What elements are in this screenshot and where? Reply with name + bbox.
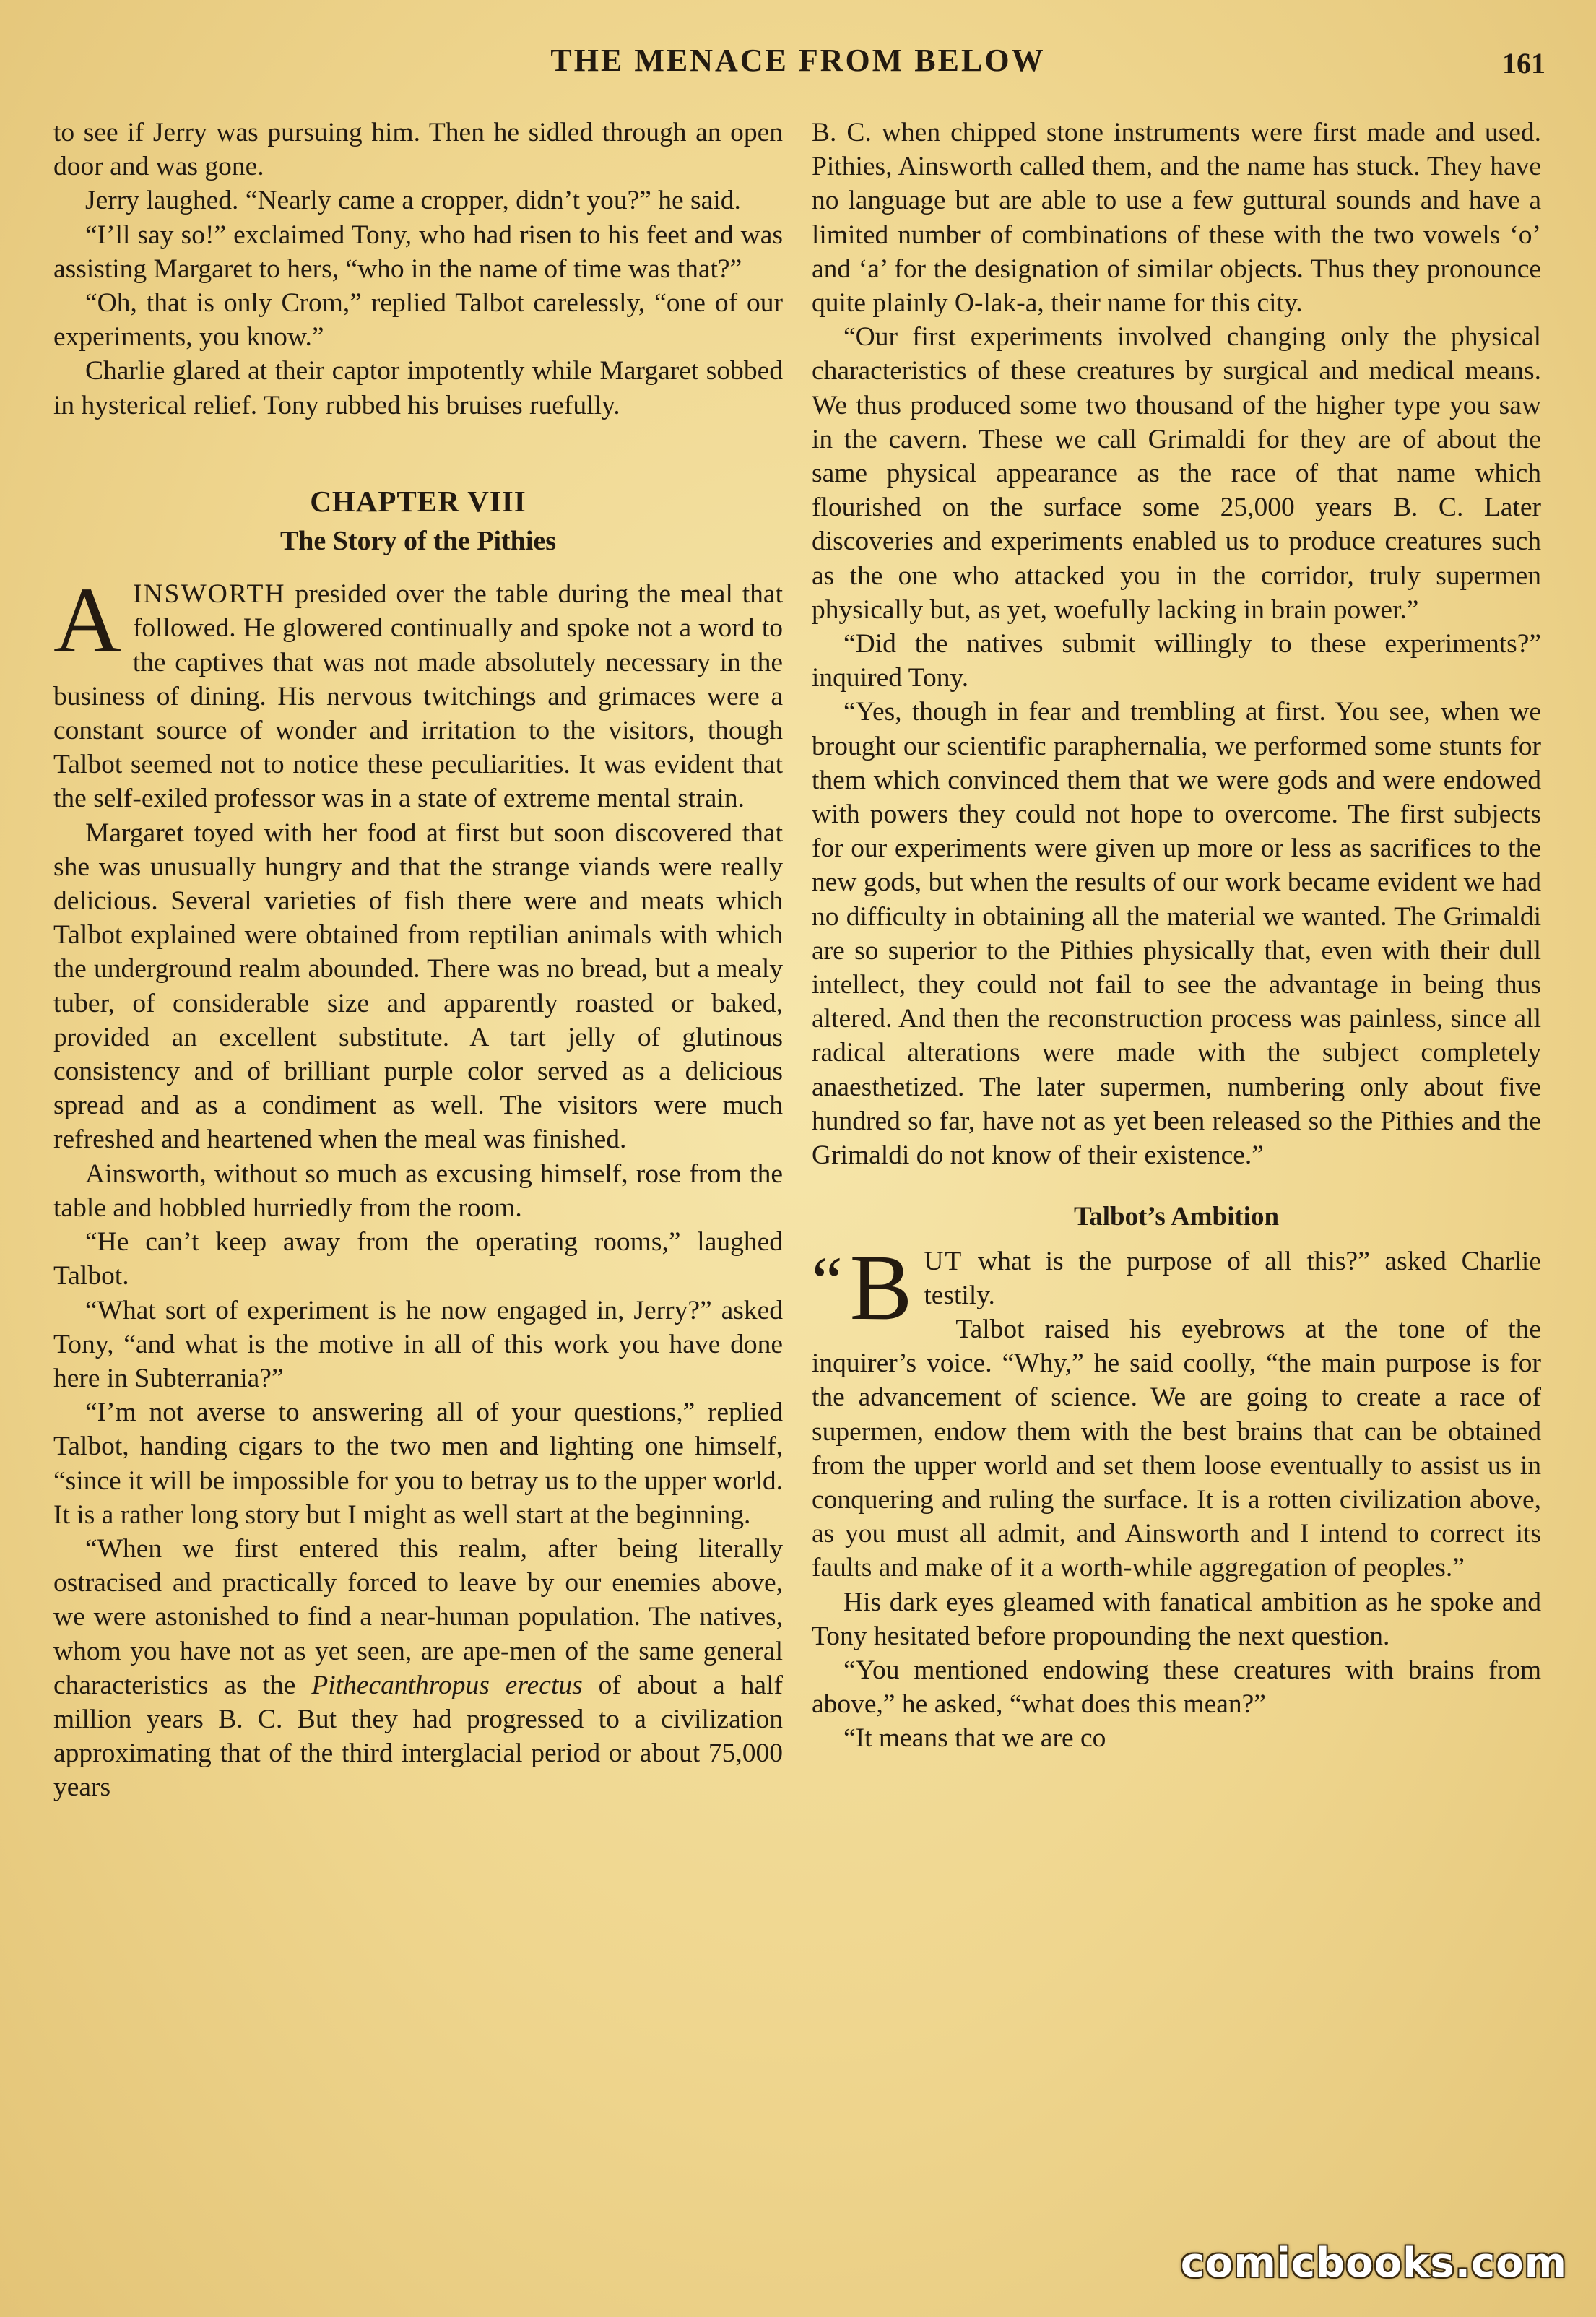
drop-cap: A — [53, 568, 121, 673]
italic-term: Pithecanthropus erectus — [311, 1670, 583, 1700]
paragraph: Margaret toyed with her food at first but soon discovered that she was unusually hungry and that the strange viands were really delicious. Several varieties of fish there were and meats which Talbot explained were obtained from reptilian animals with which the underground realm abounded. There was no bread, but a mealy tuber, of considerable size and apparently roasted or baked, provided an excellent substitute. A tart jelly of glutinous consistency and of brilliant purple color served as a delicious spread and as a condiment as well. The visitors were much refreshed and heartened when the meal was finished. — [53, 818, 783, 1155]
paragraph: “Our first experiments involved changing only the physical characteristics of these creatures by surgical and medical means. We thus produced some two thousand of the higher type you saw in the cavern. These we call Grimaldi for they are of about the same physical appearance as the race of that name which flourished on the surface some 25,000 years B. C. Later discoveries and experiments enabled us to produce creatures such as the one who attacked you in the corridor, truly supermen physically but, as yet, woefully lacking in brain power.” — [812, 322, 1541, 625]
paragraph: “I’m not averse to answering all of your questions,” replied Talbot, handing cigars to the two men and lighting one himself, “since it will be impossible for you to betray us to the upper world. It is a rather long story but I might as well start at the beginning. — [53, 1398, 783, 1530]
watermark-logo: comicbooks.com — [1180, 2240, 1567, 2287]
lead-word: INSWORTH — [132, 579, 286, 610]
paragraph: “Yes, though in fear and trembling at first. You see, when we brought our scientific paraphernalia, we performed some stunts for them which convinced them that we were gods and were endowed with powers they could not hope to overcome. The first subjects for our experiments were given up more or less as sacrifices to the new gods, but when the results of our work became evident we had no difficulty in obtaining all the material we wanted. The Grimaldi are so superior to the Pithies physically that, even with their dull intellect, they could not fail to see the advantage in being thus altered. And then the reconstruction process was painless, since all radical alterations were made with the subject completely anaesthetized. The later supermen, numbering only about five hundred so far, have not as yet been released so the Pithies and the Grimaldi do not know of their existence.” — [812, 697, 1541, 1171]
chapter-title: The Story of the Pithies — [279, 526, 557, 557]
paragraph: “What sort of experiment is he now engaged in, Jerry?” asked Tony, “and what is the motive in all of this work you have done here in Subterrania?” — [53, 1295, 783, 1393]
paragraph-text: “When we first entered this realm, after being literally ostracised and practically forced to leave by our enemies above, we were astonished to find a near-human population. The natives, whom you have not as yet seen, are ape-men of the same general characteristics as the — [53, 1533, 783, 1700]
paragraph: His dark eyes gleamed with fanatical ambition as he spoke and Tony hesitated before propounding the next question. — [812, 1587, 1541, 1651]
chapter-number: CHAPTER VIII — [310, 484, 526, 518]
paragraph — [53, 1532, 783, 1805]
running-head: THE MENACE FROM BELOW — [550, 43, 1046, 78]
paragraph: Ainsworth, without so much as excusing himself, rose from the table and hobbled hurriedly from the room. — [53, 1158, 783, 1223]
right-column — [812, 116, 1541, 1756]
paragraph: Talbot raised his eyebrows at the tone of the inquirer’s voice. “Why,” he said coolly, “the main purpose is for the advancement of science. We are going to create a race of supermen, endow them with the best brains that can be obtained from the upper world and set them loose eventually to assist us in conquering and ruling the surface. It is a rotten civilization above, as you must all admit, and Ainsworth and I intend to correct its faults and make of it a worth-while aggregation of peoples.” — [812, 1314, 1541, 1583]
paragraph: “Did the natives submit willingly to these experiments?” inquired Tony. — [812, 629, 1541, 693]
paragraph: Jerry laughed. “Nearly came a cropper, didn’t you?” he said. — [85, 186, 741, 216]
page-header — [0, 42, 1596, 92]
paragraph-text: what is the purpose of all this?” asked Charlie testily. — [924, 1246, 1541, 1310]
paragraph: Charlie glared at their captor impotently while Margaret sobbed in hysterical relief. Tony rubbed his bruises ruefully. — [53, 356, 783, 420]
paragraph-text: of about a half million years B. C. But they had progressed to a civilization approximating that of the third interglacial period or about 75,000 years — [53, 1670, 783, 1803]
lead-word: UT — [924, 1246, 963, 1276]
paragraph: “It means that we are co — [843, 1723, 1106, 1754]
drop-cap: B — [849, 1235, 913, 1340]
paragraph: “I’ll say so!” exclaimed Tony, who had risen to his feet and was assisting Margaret to hers, “who in the name of time was that?” — [53, 220, 783, 284]
drop-quote-mark: “ — [812, 1242, 843, 1320]
paragraph: to see if Jerry was pursuing him. Then he sidled through an open door and was gone. — [53, 118, 783, 182]
paragraph: B. C. when chipped stone instruments were first made and used. Pithies, Ainsworth called them, and the name has stuck. They have no language but are able to use a few guttural sounds and have a limited number of combinations of these with the two vowels ‘o’ and ‘a’ for the designation of similar objects. Thus they pronounce quite plainly O-lak-a, their name for this city. — [812, 118, 1541, 319]
paragraph: “Oh, that is only Crom,” replied Talbot carelessly, “one of our experiments, you know.” — [53, 288, 783, 352]
paragraph-text: presided over the table during the meal that followed. He glowered continually and spoke not a word to the captives that was not made absolutely necessary in the business of dining. His nervous twitchings and grimaces were a constant source of wonder and irritation to the visitors, though Talbot seemed not to notice these peculiarities. It was evident that the self-exiled professor was in a state of extreme mental strain. — [53, 579, 783, 814]
chapter-opening-paragraph — [53, 568, 783, 815]
paragraph: “He can’t keep away from the operating rooms,” laughed Talbot. — [53, 1227, 783, 1291]
paragraph: “You mentioned endowing these creatures with brains from above,” he asked, “what does this mean?” — [812, 1655, 1541, 1720]
section-heading: Talbot’s Ambition — [1073, 1202, 1280, 1232]
page-number: 161 — [1502, 47, 1545, 79]
left-column — [53, 116, 783, 1805]
section-opening-paragraph — [812, 1235, 1541, 1340]
